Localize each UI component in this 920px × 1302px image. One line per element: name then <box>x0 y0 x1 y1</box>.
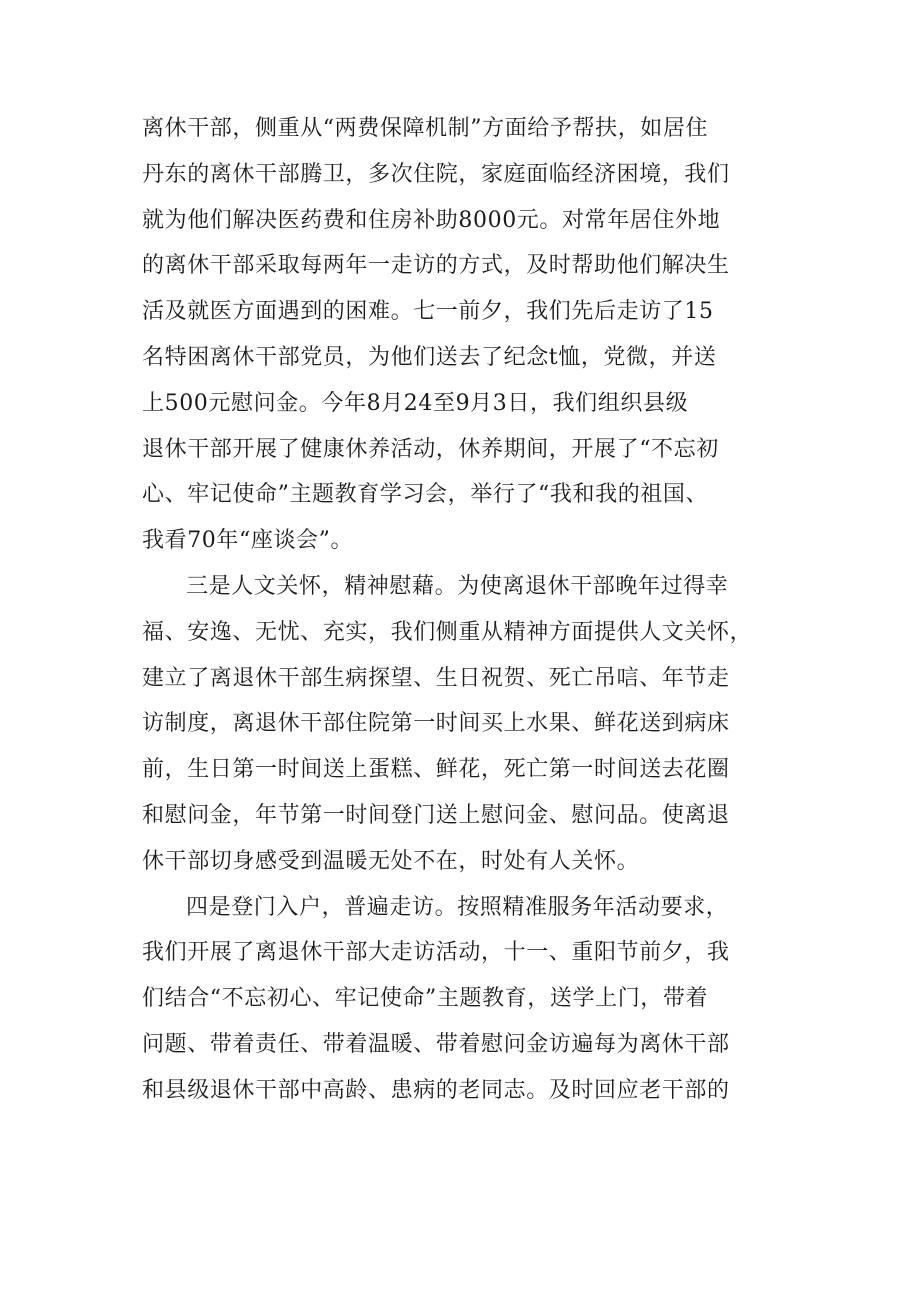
text-line: 退休干部开展了健康休养活动，休养期间，开展了“不忘初 <box>142 436 719 462</box>
text-line: 们结合“不忘初心、牢记使命”主题教育，送学上门，带着 <box>142 986 709 1012</box>
text-line: 问题、带着责任、带着温暖、带着慰问金访遍每为离休干部 <box>142 1031 730 1057</box>
text-line: 和慰问金，年节第一时间登门送上慰问金、慰问品。使离退 <box>142 802 730 828</box>
text-line: 建立了离退休干部生病探望、生日祝贺、死亡吊唁、年节走 <box>142 665 730 691</box>
text-line: 活及就医方面遇到的困难。七一前夕，我们先后走访了15 <box>142 299 714 325</box>
text-line: 和县级退休干部中高龄、患病的老同志。及时回应老干部的 <box>142 1077 730 1103</box>
paragraph-start-line: 四是登门入户，普遍走访。按照精准服务年活动要求， <box>186 894 729 920</box>
text-line: 上500元慰问金。今年8月24至9月3日，我们组织县级 <box>142 390 689 416</box>
text-line: 访制度，离退休干部住院第一时间买上水果、鲜花送到病床 <box>142 711 730 737</box>
text-line: 就为他们解决医药费和住房补助8000元。对常年居住外地 <box>142 207 721 233</box>
text-line: 休干部切身感受到温暖无处不在，时处有人关怀。 <box>142 848 640 874</box>
text-line: 前，生日第一时间送上蛋糕、鲜花，死亡第一时间送去花圈 <box>142 757 730 783</box>
text-line: 丹东的离休干部腾卫，多次住院，家庭面临经济困境，我们 <box>142 161 730 187</box>
text-line: 我看70年“座谈会”。 <box>142 528 354 554</box>
text-line: 名特困离休干部党员，为他们送去了纪念t恤，党微，并送 <box>142 344 717 370</box>
text-line: 福、安逸、无忧、充实，我们侧重从精神方面提供人文关怀， <box>142 619 753 645</box>
text-line: 心、牢记使命”主题教育学习会，举行了“我和我的祖国、 <box>142 482 709 508</box>
text-line: 的离休干部采取每两年一走访的方式，及时帮助他们解决生 <box>142 253 730 279</box>
document-body <box>142 106 782 1114</box>
text-line: 离休干部，侧重从“两费保障机制”方面给予帮扶，如居住 <box>142 116 709 141</box>
paragraph-start-line: 三是人文关怀，精神慰藉。为使离退休干部晚年过得幸 <box>186 573 729 599</box>
text-line: 我们开展了离退休干部大走访活动，十一、重阳节前夕，我 <box>142 940 730 966</box>
